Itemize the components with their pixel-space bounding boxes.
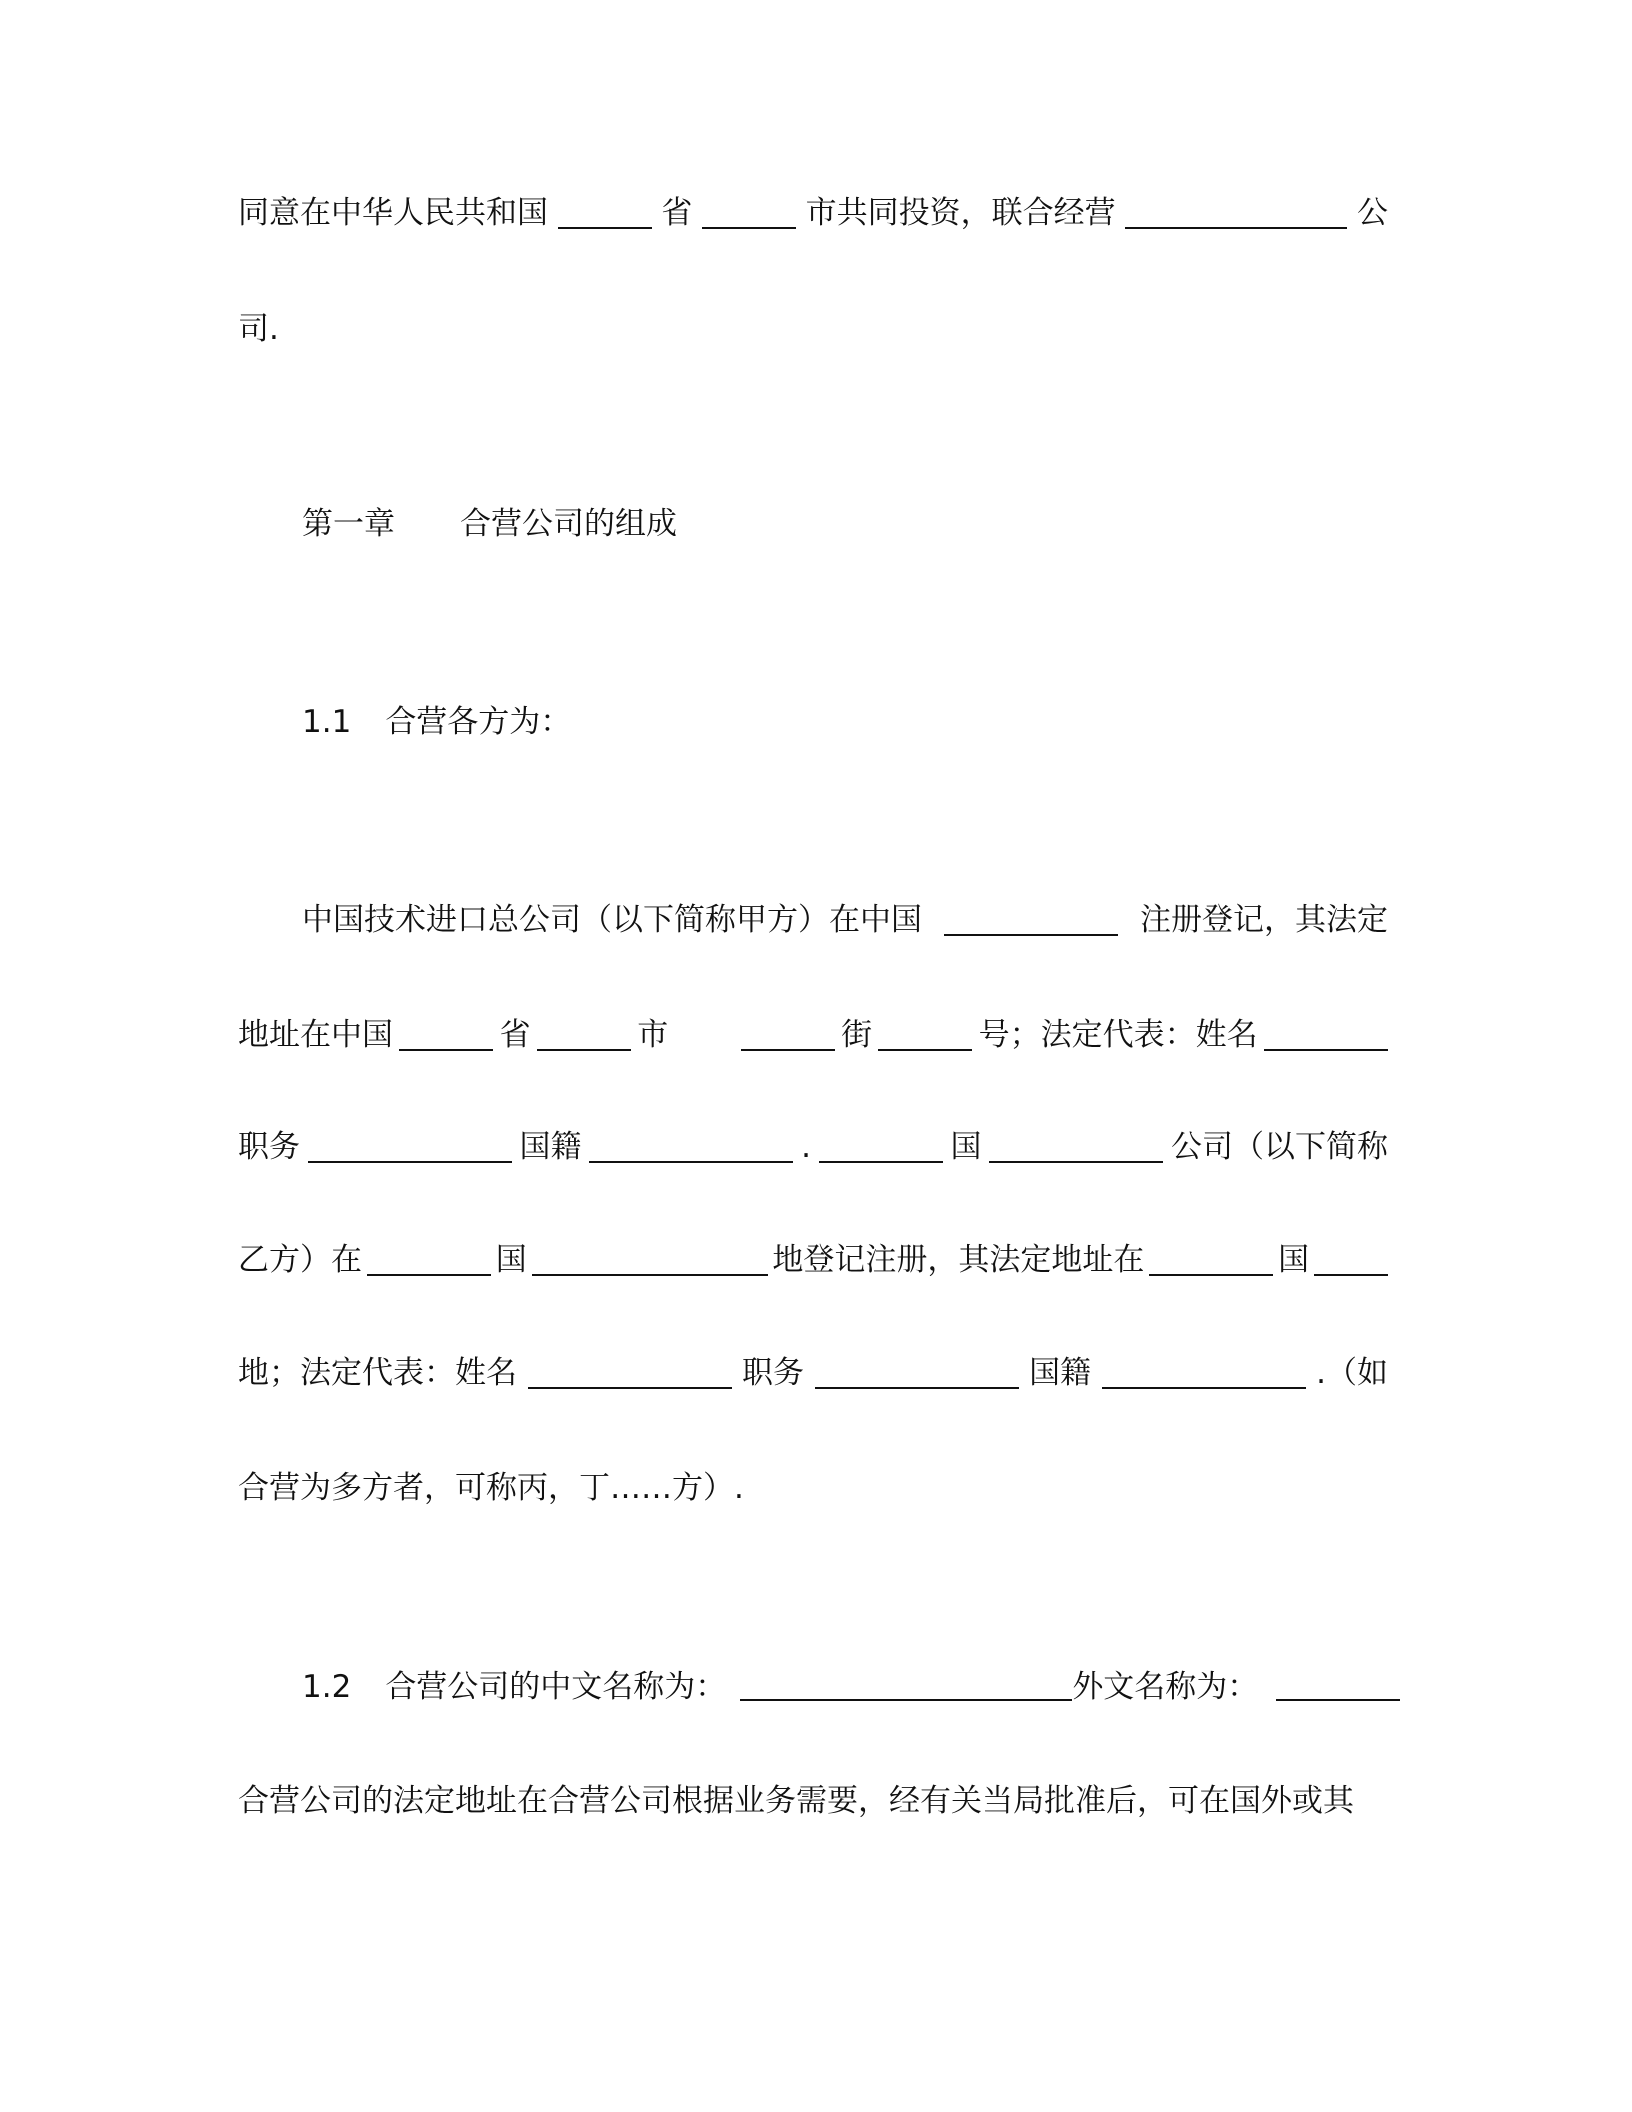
party-b-line-2 bbox=[238, 1351, 1388, 1395]
text-segment: 市共同投资，联合经营 bbox=[805, 195, 1116, 231]
text-segment: 外文名称为： bbox=[1072, 1669, 1259, 1705]
number-blank bbox=[878, 1013, 972, 1051]
party-a-line-3 bbox=[238, 1125, 1388, 1169]
text-segment: 街 bbox=[841, 1017, 873, 1053]
country-blank bbox=[1149, 1238, 1273, 1276]
foreign-name-blank bbox=[1276, 1663, 1400, 1701]
party-b-line-3 bbox=[238, 1466, 1388, 1510]
representative-name-blank bbox=[1264, 1013, 1388, 1051]
country-blank bbox=[819, 1125, 943, 1163]
clause-number: 1.1 bbox=[302, 704, 352, 740]
clause-number: 1.2 bbox=[302, 1669, 352, 1705]
nationality-blank bbox=[589, 1125, 793, 1163]
party-b-name-blank bbox=[989, 1125, 1163, 1163]
representative-name-blank bbox=[528, 1351, 732, 1389]
text-segment: 国 bbox=[950, 1129, 982, 1165]
party-a-line-1 bbox=[302, 898, 1388, 942]
clause-title: 合营各方为： bbox=[385, 704, 572, 740]
text-segment: 公司（以下简称 bbox=[1170, 1129, 1388, 1165]
text-segment: 公 bbox=[1356, 195, 1388, 231]
text-segment: 地址在中国 bbox=[238, 1017, 393, 1053]
preamble-line-1 bbox=[238, 191, 1388, 235]
position-blank bbox=[815, 1351, 1019, 1389]
party-a-line-2 bbox=[238, 1013, 1388, 1057]
text-segment: 地登记注册，其法定地址在 bbox=[772, 1242, 1145, 1278]
city-blank bbox=[702, 191, 796, 229]
text-segment: 地；法定代表：姓名 bbox=[238, 1355, 517, 1391]
text-segment: 中国技术进口总公司（以下简称甲方）在中国 bbox=[302, 902, 922, 938]
text-segment: 司. bbox=[238, 311, 279, 347]
text-segment: 同意在中华人民共和国 bbox=[238, 195, 548, 231]
registration-place-blank bbox=[532, 1238, 768, 1276]
text-segment: 国 bbox=[495, 1242, 527, 1278]
text-segment: 国籍 bbox=[519, 1129, 582, 1165]
text-segment: . bbox=[801, 1129, 811, 1165]
position-blank bbox=[308, 1125, 512, 1163]
text-segment: 国籍 bbox=[1029, 1355, 1092, 1391]
clause-1-1 bbox=[302, 700, 1388, 744]
chapter-title: 合营公司的组成 bbox=[460, 506, 677, 542]
chinese-name-blank bbox=[740, 1663, 1072, 1701]
company-name-blank bbox=[1125, 191, 1347, 229]
text-segment: 乙方）在 bbox=[238, 1242, 362, 1278]
text-segment: 省 bbox=[499, 1017, 531, 1053]
text-segment: 注册登记，其法定 bbox=[1140, 902, 1388, 938]
address-blank bbox=[1314, 1238, 1388, 1276]
text-segment: .（如 bbox=[1316, 1355, 1388, 1391]
preamble-line-2 bbox=[238, 307, 1388, 351]
street-blank bbox=[741, 1013, 835, 1051]
address-line bbox=[238, 1779, 1388, 1823]
text-segment: 合营公司的中文名称为： bbox=[385, 1669, 727, 1705]
text-segment: 合营公司的法定地址在合营公司根据业务需要，经有关当局批准后，可在国外或其 bbox=[238, 1783, 1354, 1819]
text-segment: 号；法定代表：姓名 bbox=[978, 1017, 1258, 1053]
province-blank bbox=[399, 1013, 493, 1051]
chapter-heading bbox=[302, 502, 1388, 546]
text-segment: 职务 bbox=[742, 1355, 805, 1391]
text-segment: 省 bbox=[661, 195, 693, 231]
clause-1-2 bbox=[302, 1663, 1388, 1707]
province-blank bbox=[558, 191, 652, 229]
country-blank bbox=[367, 1238, 491, 1276]
text-segment: 国 bbox=[1278, 1242, 1310, 1278]
text-segment: 合营为多方者，可称丙，丁……方）. bbox=[238, 1470, 744, 1506]
chapter-number: 第一章 bbox=[302, 506, 395, 542]
registration-place-blank bbox=[944, 898, 1118, 936]
nationality-blank bbox=[1102, 1351, 1306, 1389]
text-segment: 职务 bbox=[238, 1129, 300, 1165]
city-blank bbox=[537, 1013, 631, 1051]
text-segment: 市 bbox=[637, 1017, 669, 1053]
party-b-line-1 bbox=[238, 1238, 1388, 1282]
